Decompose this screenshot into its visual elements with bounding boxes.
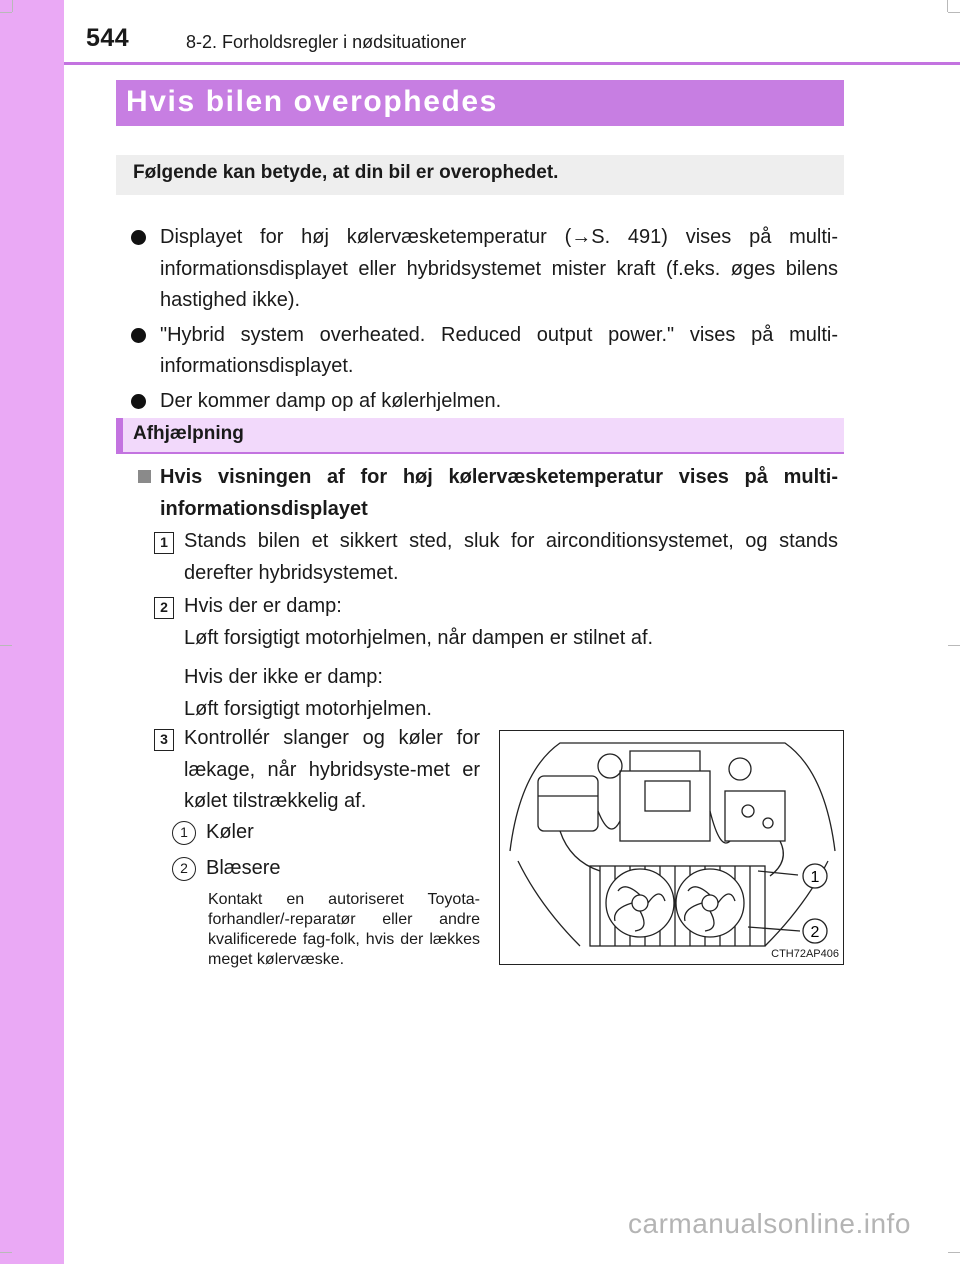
engine-bay-illustration	[499, 730, 844, 965]
bullet-text: Displayet for høj kølervæsketemperatur (→S. 491) vises på multi-informationsdisplayet eller hybridsystemet mister kraft (f.eks. øges bilens hastighed ikke).	[160, 226, 838, 311]
page-side-tab	[0, 0, 64, 1264]
square-bullet-icon	[138, 470, 151, 483]
step-text: Kontrollér slanger og køler for lækage, når hybridsyste-met er kølet tilstrækkelig af.	[184, 727, 480, 812]
intro-text: Følgende kan betyde, at din bil er overophedet.	[133, 162, 559, 183]
step-number-badge: 2	[154, 597, 174, 619]
note-text: Kontakt en autoriseret Toyota-forhandler/-reparatør eller andre kvalificerede fag-folk, hvis der lækkes meget kølervæske.	[208, 891, 480, 968]
step-label: Hvis der ikke er damp:	[184, 666, 383, 688]
step-text: Løft forsigtigt motorhjelmen, når dampen er stilnet af.	[184, 626, 654, 649]
crop-mark	[0, 1252, 12, 1253]
chapter-title: 8-2. Forholdsregler i nødsituationer	[186, 32, 467, 52]
section-accent-bar	[116, 418, 123, 454]
bullet-text: Der kommer damp op af kølerhjelmen.	[160, 389, 502, 412]
section-header	[116, 418, 844, 454]
section-title-bar	[116, 80, 844, 126]
page-number: 544	[86, 24, 130, 52]
legend-label: Blæsere	[206, 857, 281, 879]
step-number-badge: 1	[154, 532, 174, 554]
step-text: Stands bilen et sikkert sted, sluk for airconditionsystemet, og stands derefter hybridsystemet.	[184, 530, 838, 584]
legend-label: Køler	[206, 821, 254, 843]
bullet-dot-icon	[131, 394, 146, 409]
step-text: Løft forsigtigt motorhjelmen.	[184, 697, 432, 720]
legend-number-badge: 2	[172, 857, 196, 881]
step-2	[160, 591, 838, 725]
crop-mark	[948, 1252, 960, 1253]
legend-item-radiator	[172, 820, 254, 845]
list-item	[130, 222, 838, 317]
section-title: Afhjælpning	[133, 423, 244, 444]
symptom-list	[130, 222, 838, 420]
step-3	[160, 723, 480, 818]
header-divider	[64, 62, 960, 65]
step-1	[160, 526, 838, 589]
intro-box	[116, 155, 844, 195]
step-label: Hvis der er damp:	[184, 595, 342, 617]
legend-item-fans	[172, 856, 280, 881]
subheading	[138, 462, 838, 525]
legend-number-badge: 1	[172, 821, 196, 845]
watermark: carmanualsonline.info	[628, 1208, 911, 1239]
crop-mark	[12, 0, 13, 12]
crop-mark	[0, 12, 12, 13]
crop-mark	[948, 12, 960, 13]
engine-bay-drawing	[500, 731, 843, 964]
crop-mark	[947, 0, 948, 12]
figure-code: CTH72AP406	[771, 948, 839, 960]
figure-callout-2: 2	[810, 924, 820, 941]
crop-mark	[948, 645, 960, 646]
bullet-dot-icon	[131, 328, 146, 343]
subheading-text: Hvis visningen af for høj kølervæsketemperatur vises på multi-informationsdisplayet	[160, 466, 838, 520]
bullet-text: "Hybrid system overheated. Reduced output power." vises på multi-informationsdisplayet.	[160, 323, 838, 377]
crop-mark	[0, 645, 12, 646]
page-title: Hvis bilen overophedes	[126, 85, 498, 118]
step-number-badge: 3	[154, 729, 174, 751]
figure-callout-1: 1	[810, 869, 820, 886]
bullet-dot-icon	[131, 230, 146, 245]
list-item	[130, 320, 838, 383]
list-item	[130, 386, 838, 418]
